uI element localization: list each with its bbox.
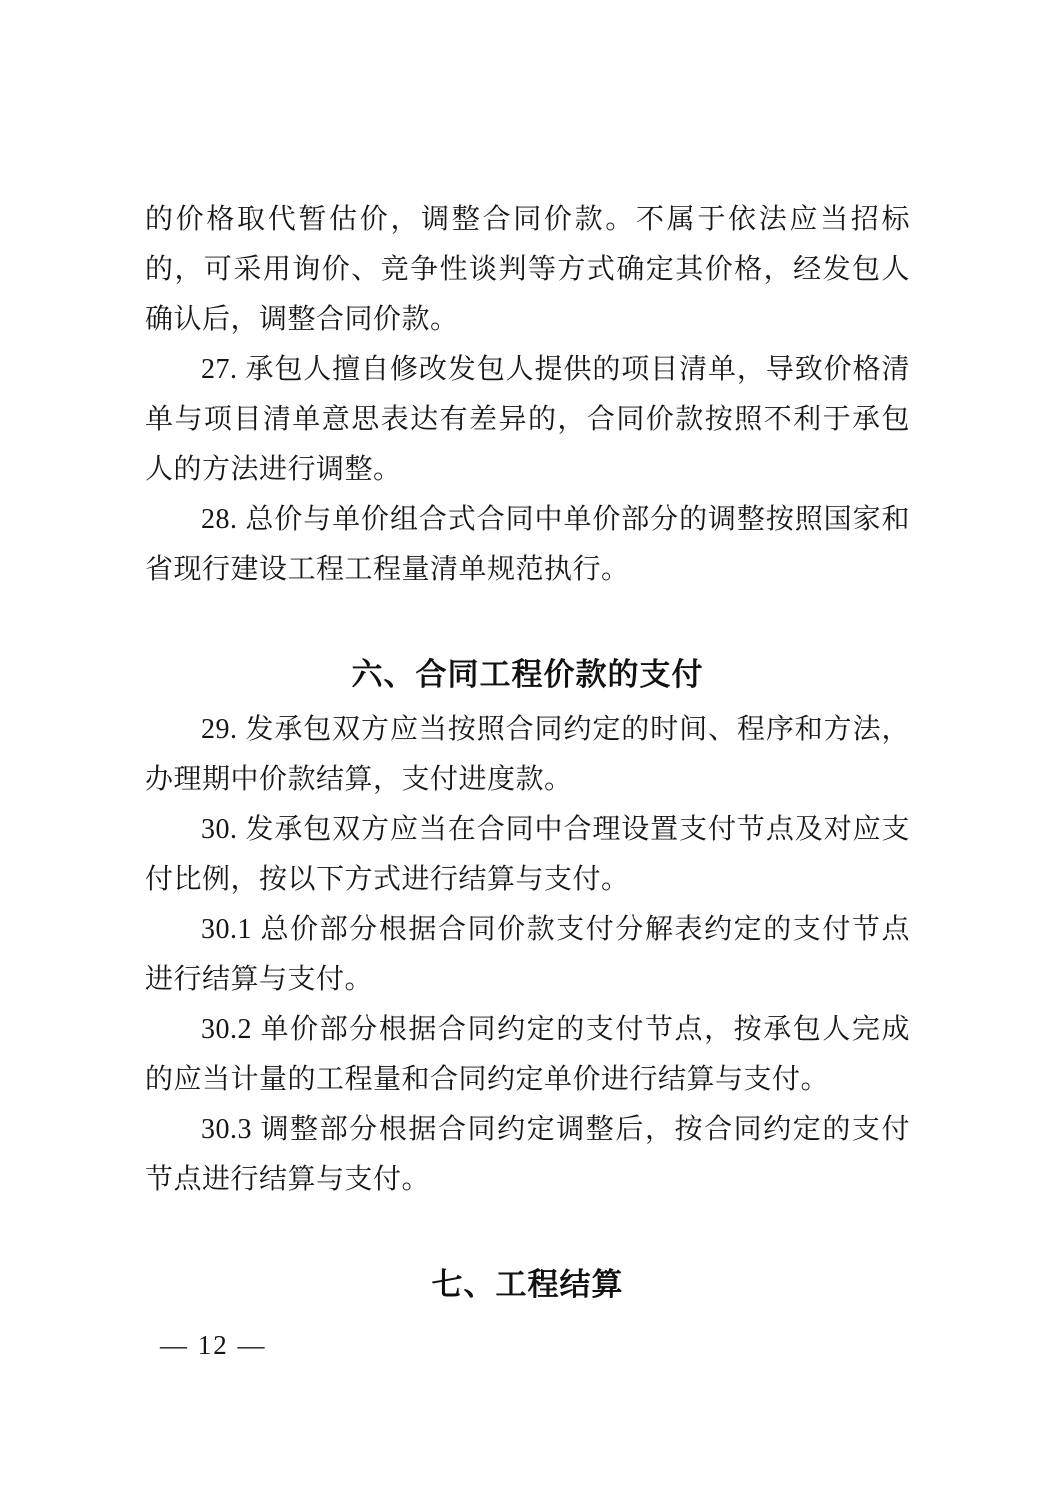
section-heading-six: 六、合同工程价款的支付 xyxy=(351,657,704,692)
section-heading-seven: 七、工程结算 xyxy=(431,1267,624,1302)
clause-30-1: 30.1 总价部分根据合同价款支付分解表约定的支付节点进行结算与支付。 xyxy=(145,914,910,995)
clause-30-3: 30.3 调整部分根据合同约定调整后，按合同约定的支付节点进行结算与支付。 xyxy=(145,1114,910,1195)
clause-29: 29. 发承包双方应当按照合同约定的时间、程序和方法，办理期中价款结算，支付进度款。 xyxy=(145,714,910,795)
clause-30-2: 30.2 单价部分根据合同约定的支付节点，按承包人完成的应当计量的工程量和合同约定单价进行结算与支付。 xyxy=(145,1014,910,1095)
continuation-paragraph: 的价格取代暂估价，调整合同价款。不属于依法应当招标的，可采用询价、竞争性谈判等方式确定其价格，经发包人确认后，调整合同价款。 xyxy=(145,204,910,335)
clause-27: 27. 承包人擅自修改发包人提供的项目清单，导致价格清单与项目清单意思表达有差异的，合同价款按照不利于承包人的方法进行调整。 xyxy=(145,354,910,485)
document-body xyxy=(145,195,910,1315)
clause-30: 30. 发承包双方应当在合同中合理设置支付节点及对应支付比例，按以下方式进行结算与支付。 xyxy=(145,814,910,895)
page-number: — 12 — xyxy=(160,1330,267,1360)
clause-28: 28. 总价与单价组合式合同中单价部分的调整按照国家和省现行建设工程工程量清单规范执行。 xyxy=(145,504,910,585)
